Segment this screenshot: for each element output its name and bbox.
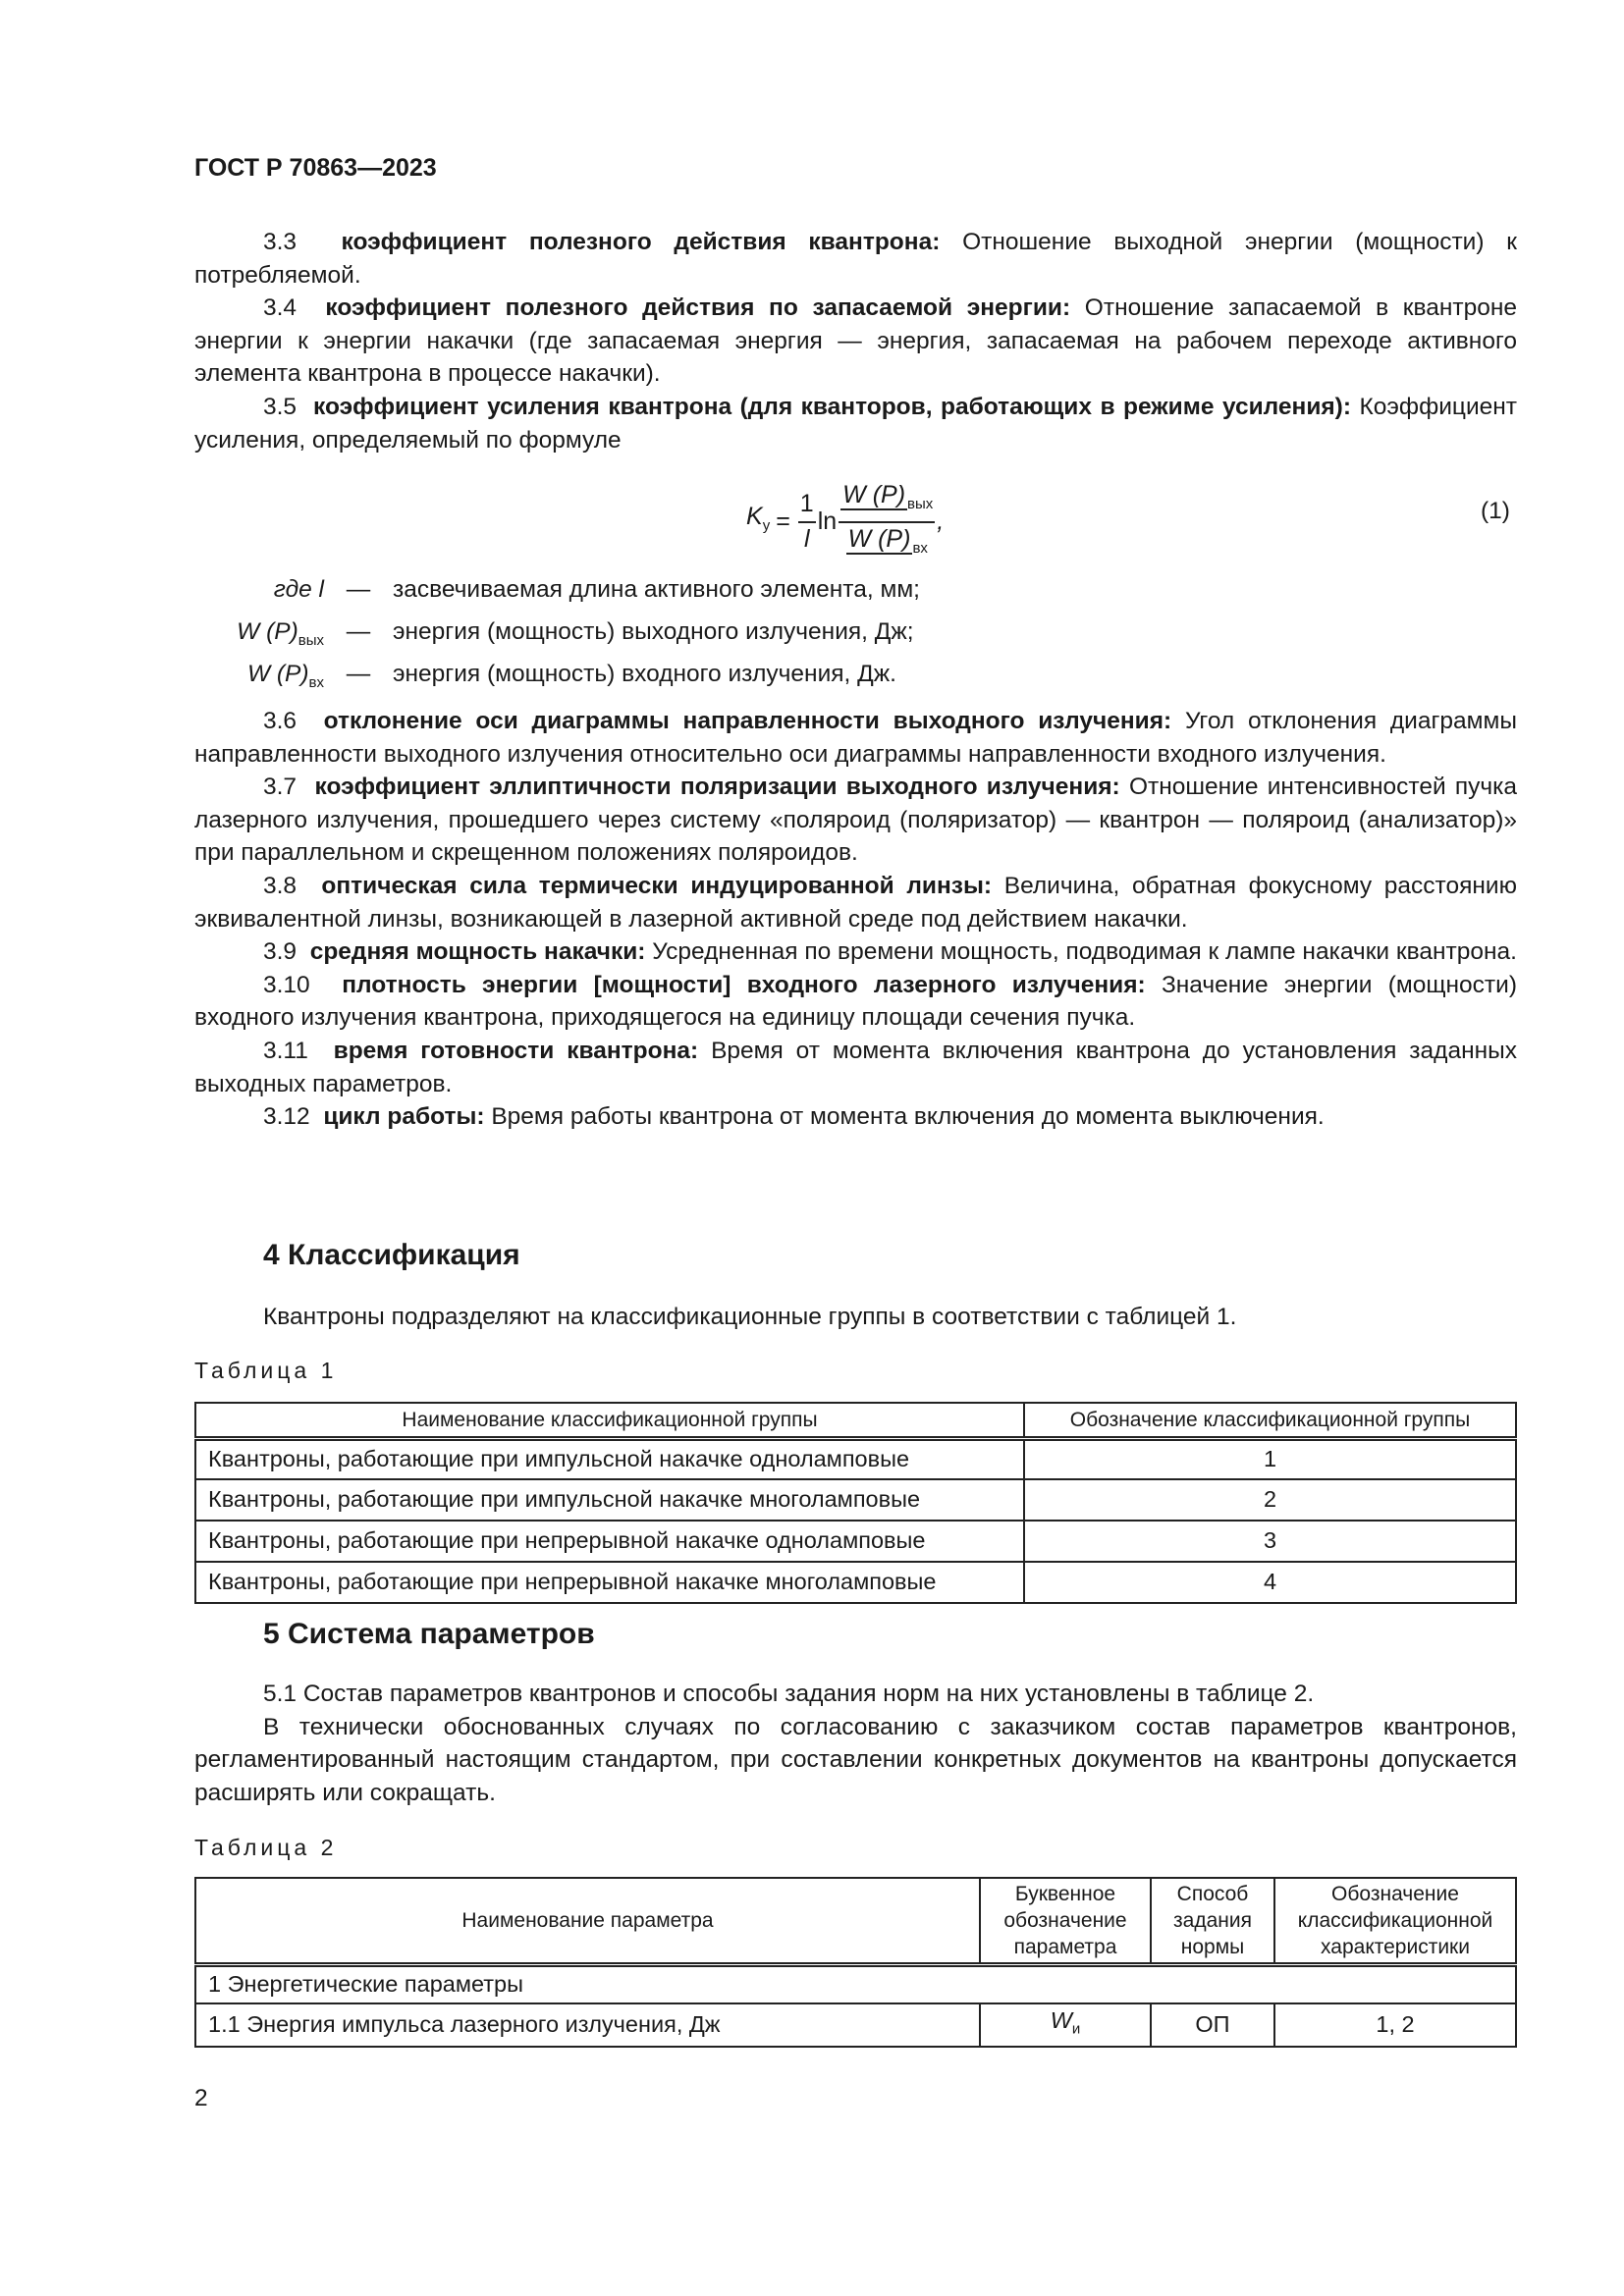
legend-item: W $(P)_{вых}$ — энергия (мощность) выходного излучения, Дж; [237, 618, 914, 649]
section-5-heading: 5 Система параметров [263, 1618, 595, 1650]
table-row: Квантроны, работающие при импульсной накачке многоламповые 2 [195, 1479, 1516, 1521]
table-row: Квантроны, работающие при импульсной накачке одноламповые 1 [195, 1438, 1516, 1479]
legend-item: где l — засвечиваемая длина активного элемента, мм; [273, 576, 920, 603]
formula-number: (1) [1481, 498, 1510, 524]
section-4-text: Квантроны подразделяют на классификационные группы в соответствии с таблицей 1. [263, 1304, 1237, 1330]
definition-3-11: 3.11 время готовности квантрона: Время от момента включения квантрона до установления заданных выходных параметров. [194, 1037, 1518, 1097]
section-5-p1: 5.1 Состав параметров квантронов и способы задания норм на них установлены в таблице 2. [263, 1681, 1315, 1707]
legend-item: W $(P)_{вх}$ — энергия (мощность) входного излучения, Дж. [246, 661, 896, 691]
section-5-p2: В технически обоснованных случаях по согласованию с заказчиком состав параметров квантронов, регламентированный настоящим стандартом, при составлении конкретных документов на квантроны допускается расширять или сокращать. [194, 1713, 1517, 1806]
definition-3-12: 3.12 цикл работы: Время работы квантрона от момента включения до момента выключения. [263, 1103, 1325, 1131]
formula-1: $K_у$ = $\frac{1}{l}$ ln $\frac{W (P) _{вых}}{W (P) _{вх}}$ , [746, 481, 945, 557]
table-1: Наименование классификационной группы Обозначение классификационной группы Квантроны, работающие при импульсной накачке одноламповые 1 Квантроны, работающие при импульсной накачке многоламповые 2 Квантроны, работающие при непрерывной накачке одноламповые 3 Квантроны, работающие при непрерывной накачке многоламповые 4 [194, 1402, 1517, 1604]
table-1-caption: Таблица 1 [194, 1358, 338, 1383]
definitions-3-3-to-3-5 [194, 226, 1517, 456]
definition-3-3: 3.3 коэффициент полезного действия квантрона: Отношение выходной энергии (мощности) к потребляемой. [194, 229, 1517, 289]
definition-3-9: 3.9 средняя мощность накачки: Усредненная по времени мощность, подводимая к лампе накачки квантрона. [263, 938, 1517, 966]
definitions-3-6-to-3-12 [194, 705, 1517, 1134]
definition-3-6: 3.6 отклонение оси диаграммы направленности выходного излучения: Угол отклонения диаграммы направленности выходного излучения относительно оси диаграммы направленности входного излучения. [194, 708, 1517, 768]
definition-3-10: 3.10 плотность энергии [мощности] входного лазерного излучения: Значение энергии (мощности) входного излучения квантрона, приходящегося на единицу площади сечения пучка. [194, 971, 1518, 1032]
definition-3-8: 3.8 оптическая сила термически индуцированной линзы: Величина, обратная фокусному расстоянию эквивалентной линзы, возникающей в лазерной активной среде под действием накачки. [194, 872, 1517, 933]
table-row: Квантроны, работающие при непрерывной накачке одноламповые 3 [195, 1521, 1516, 1562]
table-row: Квантроны, работающие при непрерывной накачке многоламповые 4 [195, 1562, 1516, 1603]
definition-3-4: 3.4 коэффициент полезного действия по запасаемой энергии: Отношение запасаемой в квантроне энергии к энергии накачки (где запасаемая энергия — энергия, запасаемая на рабочем переходе активного элемента квантрона в процессе накачки). [194, 294, 1517, 388]
table-2-caption: Таблица 2 [194, 1835, 338, 1860]
page-number: 2 [194, 2085, 208, 2111]
table-row: 1.1 Энергия импульса лазерного излучения, Дж $W_и$ ОП 1, 2 [195, 2003, 1516, 2047]
definition-3-7: 3.7 коэффициент эллиптичности поляризации выходного излучения: Отношение интенсивностей пучка лазерного излучения, прошедшего через систему «поляроид (поляризатор) — квантрон — поляроид (анализатор)» при параллельном и скрещенном положениях поляроидов. [194, 774, 1518, 867]
table-2: Наименование параметра Буквенное обозначение параметра Способ задания нормы Обозначение классификационной характеристики 1 Энергетические параметры 1.1 Энергия импульса лазерного излучения, Дж $W_и$ ОП 1, 2 [194, 1877, 1517, 2048]
document-header: ГОСТ Р 70863—2023 [194, 154, 437, 182]
formula-legend [194, 573, 920, 700]
definition-3-5: 3.5 коэффициент усиления квантрона (для кванторов, работающих в режиме усиления): Коэффициент усиления, определяемый по формуле [194, 393, 1518, 454]
table-2-group-row: 1 Энергетические параметры [195, 1964, 1516, 2003]
section-4-heading: 4 Классификация [263, 1239, 520, 1271]
